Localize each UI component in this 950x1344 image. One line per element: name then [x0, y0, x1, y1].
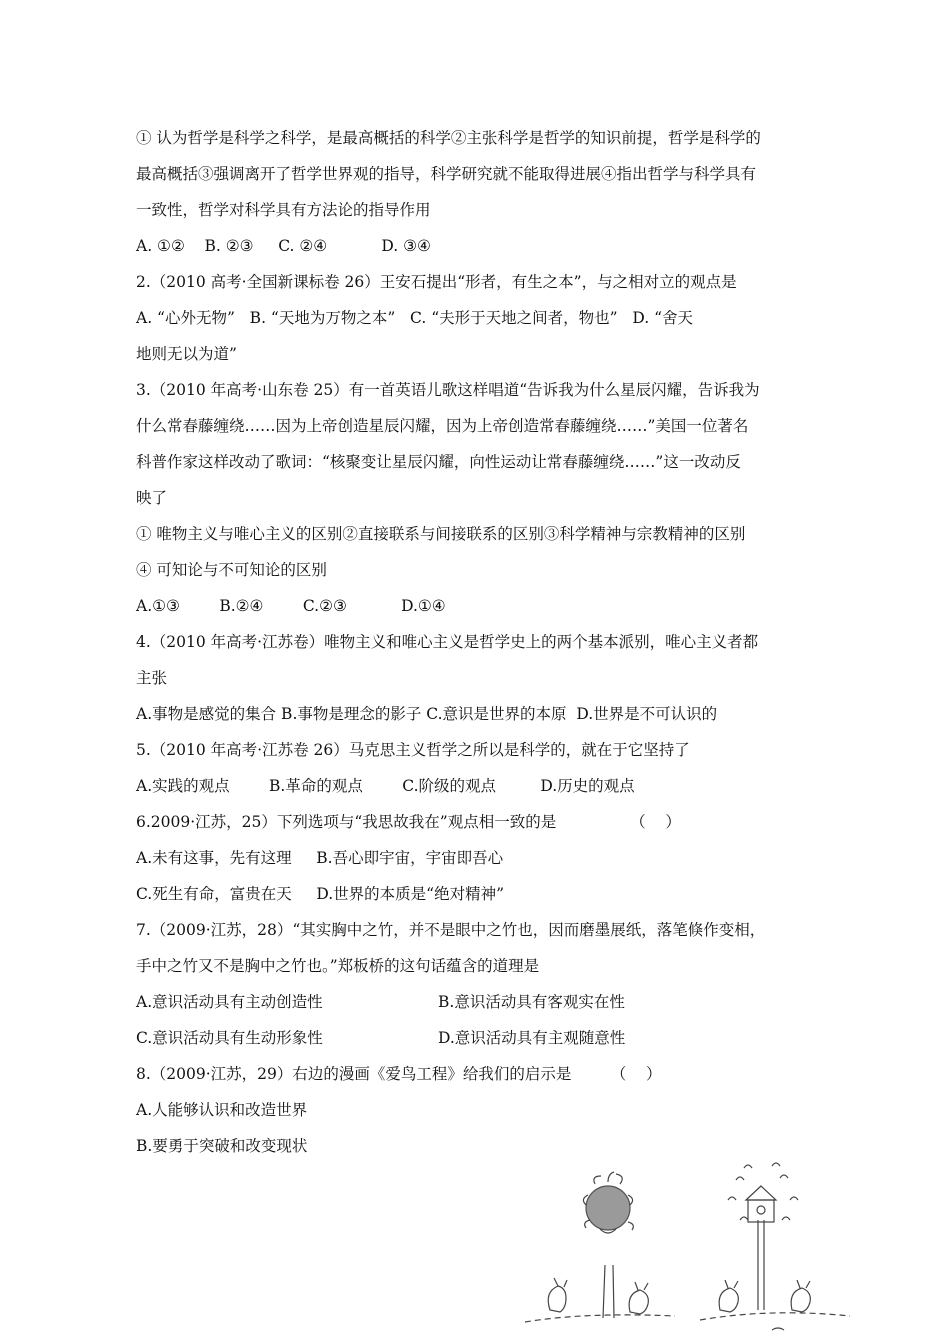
- text-line: A.①③ B.②④ C.②③ D.①④: [136, 597, 446, 615]
- q7-option-c: C.意识活动具有生动形象性: [136, 1029, 323, 1047]
- text-line: 科普作家这样改动了歌词：“核聚变让星辰闪耀，向性运动让常春藤缠绕……”这一改动反: [136, 453, 741, 471]
- text-line: ④ 可知论与不可知论的区别: [136, 561, 327, 579]
- text-line: ① 唯物主义与唯心主义的区别②直接联系与间接联系的区别③科学精神与宗教精神的区别: [136, 525, 746, 543]
- text-line: A.事物是感觉的集合 B.事物是理念的影子 C.意识是世界的本原 D.世界是不可认识的: [136, 705, 718, 723]
- q7-option-b: B.意识活动具有客观实在性: [438, 993, 625, 1011]
- text-line: 主张: [136, 669, 168, 687]
- text-line: 2.（2010 高考·全国新课标卷 26）王安石提出“形者，有生之本”，与之相对立的观点是: [136, 273, 737, 291]
- text-line: ① 认为哲学是科学之科学，是最高概括的科学②主张科学是哲学的知识前提，哲学是科学的: [136, 129, 761, 147]
- q8-option-a: A.人能够认识和改造世界: [136, 1101, 308, 1119]
- q8-option-b: B.要勇于突破和改变现状: [136, 1137, 308, 1155]
- text-line: 什么常春藤缠绕……因为上帝创造星辰闪耀，因为上帝创造常春藤缠绕……”美国一位著名: [136, 417, 749, 435]
- q7-option-d: D.意识活动具有主观随意性: [438, 1029, 626, 1047]
- text-line: 手中之竹又不是胸中之竹也。”郑板桥的这句话蕴含的道理是: [136, 957, 540, 975]
- text-line: 地则无以为道”: [136, 345, 237, 363]
- text-line: 7.（2009·江苏，28）“其实胸中之竹，并不是眼中之竹也，因而磨墨展纸，落笔倏作变相，: [136, 921, 766, 939]
- text-line: 最高概括③强调离开了哲学世界观的指导，科学研究就不能取得进展④指出哲学与科学具有: [136, 165, 757, 183]
- q8-stem: 8.（2009·江苏，29）右边的漫画《爱鸟工程》给我们的启示是 （ ）: [136, 1065, 662, 1083]
- text-line: A. ①② B. ②③ C. ②④ D. ③④: [136, 237, 431, 255]
- text-line: A.实践的观点 B.革命的观点 C.阶级的观点 D.历史的观点: [136, 777, 635, 795]
- text-line: 映了: [136, 489, 168, 507]
- q7-option-a: A.意识活动具有主动创造性: [136, 993, 323, 1011]
- bird-project-cartoon: [510, 1160, 855, 1344]
- text-line: A.未有这事，先有这理 B.吾心即宇宙，宇宙即吾心: [136, 849, 504, 867]
- text-line: 一致性，哲学对科学具有方法论的指导作用: [136, 201, 431, 219]
- text-line: C.死生有命，富贵在天 D.世界的本质是“绝对精神”: [136, 885, 505, 903]
- text-line: 4.（2010 年高考·江苏卷）唯物主义和唯心主义是哲学史上的两个基本派别，唯心主义者都: [136, 633, 759, 651]
- text-line: 6.2009·江苏，25）下列选项与“我思故我在”观点相一致的是 （ ）: [136, 813, 681, 831]
- text-line: A. “心外无物” B. “天地为万物之本” C. “夫形于天地之间者，物也” D. “舍天: [136, 309, 693, 327]
- text-line: 3.（2010 年高考·山东卷 25）有一首英语儿歌这样唱道“告诉我为什么星辰闪耀，告诉我为: [136, 381, 760, 399]
- text-line: 5.（2010 年高考·江苏卷 26）马克思主义哲学之所以是科学的，就在于它坚持了: [136, 741, 690, 759]
